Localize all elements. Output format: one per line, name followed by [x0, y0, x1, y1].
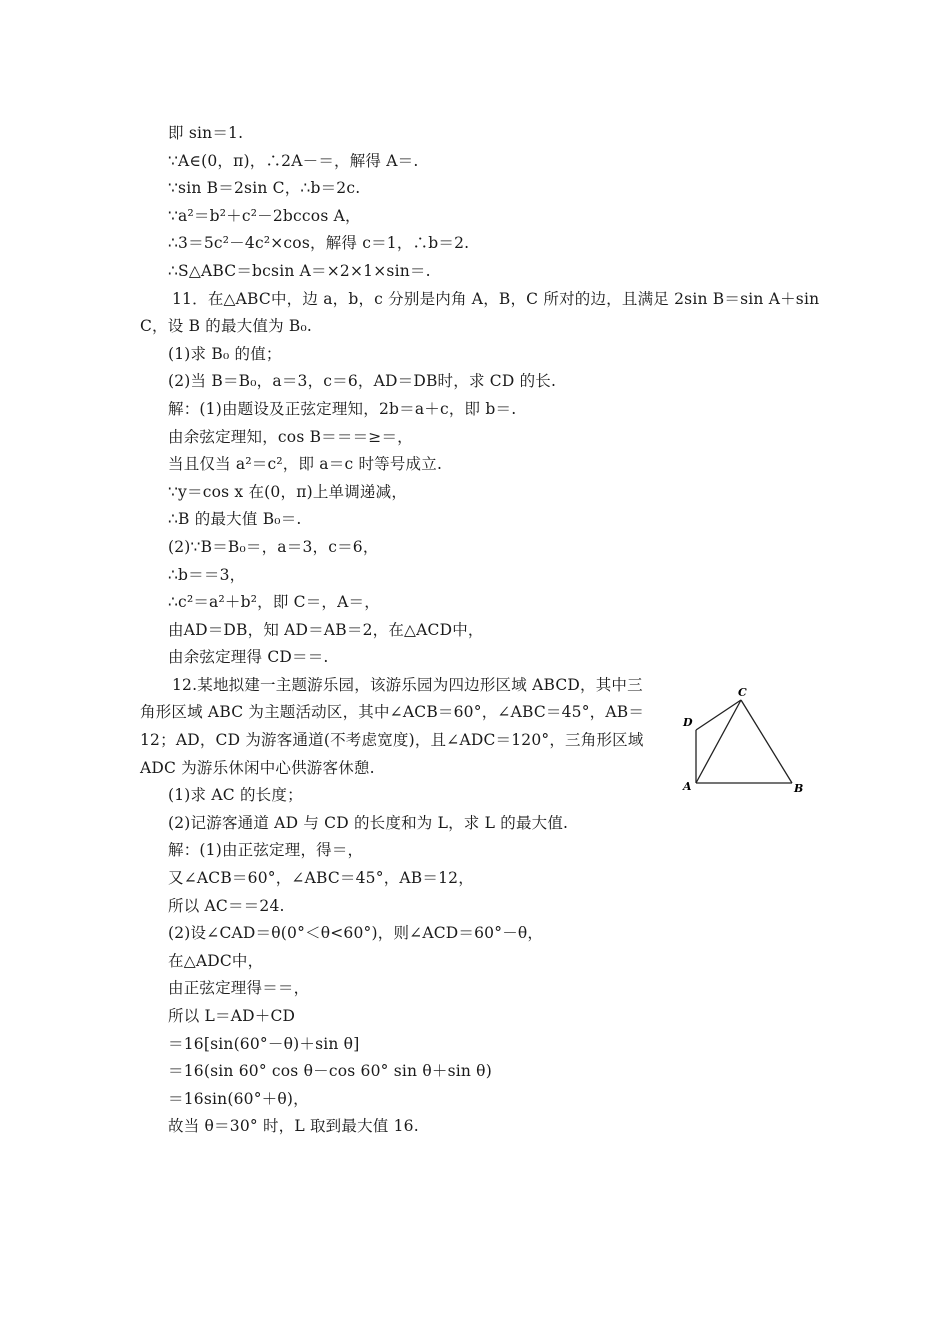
- edge-bc: [741, 700, 792, 783]
- text-line: 故当 θ＝30° 时，L 取到最大值 16.: [168, 1117, 419, 1136]
- text-line: (1)求 AC 的长度；: [168, 786, 303, 805]
- text-line: 解：(1)由题设及正弦定理知，2b＝a＋c，即 b＝.: [168, 399, 517, 418]
- problem-12-text: 12.某地拟建一主题游乐园，该游乐园为四边形区域 ABCD，其中三: [172, 675, 643, 694]
- problem-12-text: 12；AD，CD 为游客通道(不考虑宽度)，且∠ADC＝120°，三角形区域: [140, 731, 644, 750]
- text-line: ＝16sin(60°＋θ)，: [168, 1089, 309, 1108]
- text-line: ∴b＝＝3，: [168, 565, 246, 584]
- problem-12-text: ADC 为游乐休闲中心供游客休憩.: [140, 758, 375, 777]
- text-line: ∴S△ABC＝bcsin A＝×2×1×sin＝.: [168, 261, 431, 280]
- text-line: 由余弦定理得 CD＝＝.: [168, 648, 329, 667]
- vertex-label-b: B: [794, 782, 804, 794]
- text-line: ＝16[sin(60°－θ)＋sin θ]: [168, 1034, 360, 1053]
- text-line: ∵a²＝b²＋c²－2bccos A，: [168, 206, 361, 225]
- text-line: (2)设∠CAD＝θ(0°＜θ<60°)，则∠ACD＝60°－θ，: [168, 924, 544, 943]
- quadrilateral-figure: [680, 684, 808, 794]
- problem-11-text: C，设 B 的最大值为 B₀.: [140, 317, 313, 336]
- text-line: ∵sin B＝2sin C，∴b＝2c.: [168, 179, 361, 198]
- solution-text: [140, 120, 840, 1141]
- vertex-label-a: A: [683, 780, 692, 793]
- text-line: (1)求 B₀ 的值；: [168, 344, 282, 363]
- text-line: 所以 L＝AD＋CD: [168, 1007, 296, 1025]
- text-line: ∵A∈(0，π)，∴2A－＝，解得 A＝.: [168, 151, 419, 170]
- edge-dc: [696, 700, 741, 730]
- text-line: 由正弦定理得＝＝，: [168, 979, 310, 998]
- text-line: ∴B 的最大值 B₀＝.: [168, 510, 302, 529]
- text-line: ∴3＝5c²－4c²×cos，解得 c＝1，∴b＝2.: [168, 234, 470, 253]
- text-line: ∵y＝cos x 在(0，π)上单调递减，: [168, 482, 408, 501]
- text-line: 由AD＝DB，知 AD＝AB＝2，在△ACD中，: [168, 620, 484, 639]
- text-line: 在△ADC中，: [168, 951, 264, 970]
- problem-11-text: 11．在△ABC中，边 a，b，c 分别是内角 A，B，C 所对的边，且满足 2sin B＝sin A＋sin: [172, 289, 820, 308]
- vertex-label-d: D: [683, 716, 693, 729]
- text-line: 当且仅当 a²＝c²，即 a＝c 时等号成立.: [168, 455, 443, 474]
- text-line: 由余弦定理知，cos B＝＝＝≥＝，: [168, 427, 413, 446]
- text-line: 解：(1)由正弦定理，得＝，: [168, 841, 364, 860]
- vertex-label-c: C: [738, 686, 747, 699]
- problem-12-text: 角形区域 ABC 为主题活动区，其中∠ACB＝60°，∠ABC＝45°，AB＝: [140, 703, 645, 722]
- text-line: (2)∵B＝B₀＝，a＝3，c＝6，: [168, 537, 379, 556]
- quadrilateral-diagram: [680, 684, 808, 794]
- text-line: ∴c²＝a²＋b²，即 C＝，A＝，: [168, 593, 380, 612]
- edge-ac: [696, 700, 741, 783]
- text-line: (2)记游客通道 AD 与 CD 的长度和为 L，求 L 的最大值.: [168, 813, 569, 832]
- text-line: 即 sin＝1.: [168, 124, 244, 142]
- text-line: 又∠ACB＝60°，∠ABC＝45°，AB＝12，: [168, 869, 474, 888]
- text-line: 所以 AC＝＝24.: [168, 896, 285, 915]
- text-line: ＝16(sin 60° cos θ－cos 60° sin θ＋sin θ): [168, 1062, 492, 1081]
- text-line: (2)当 B＝B₀，a＝3，c＝6，AD＝DB时，求 CD 的长.: [168, 372, 557, 391]
